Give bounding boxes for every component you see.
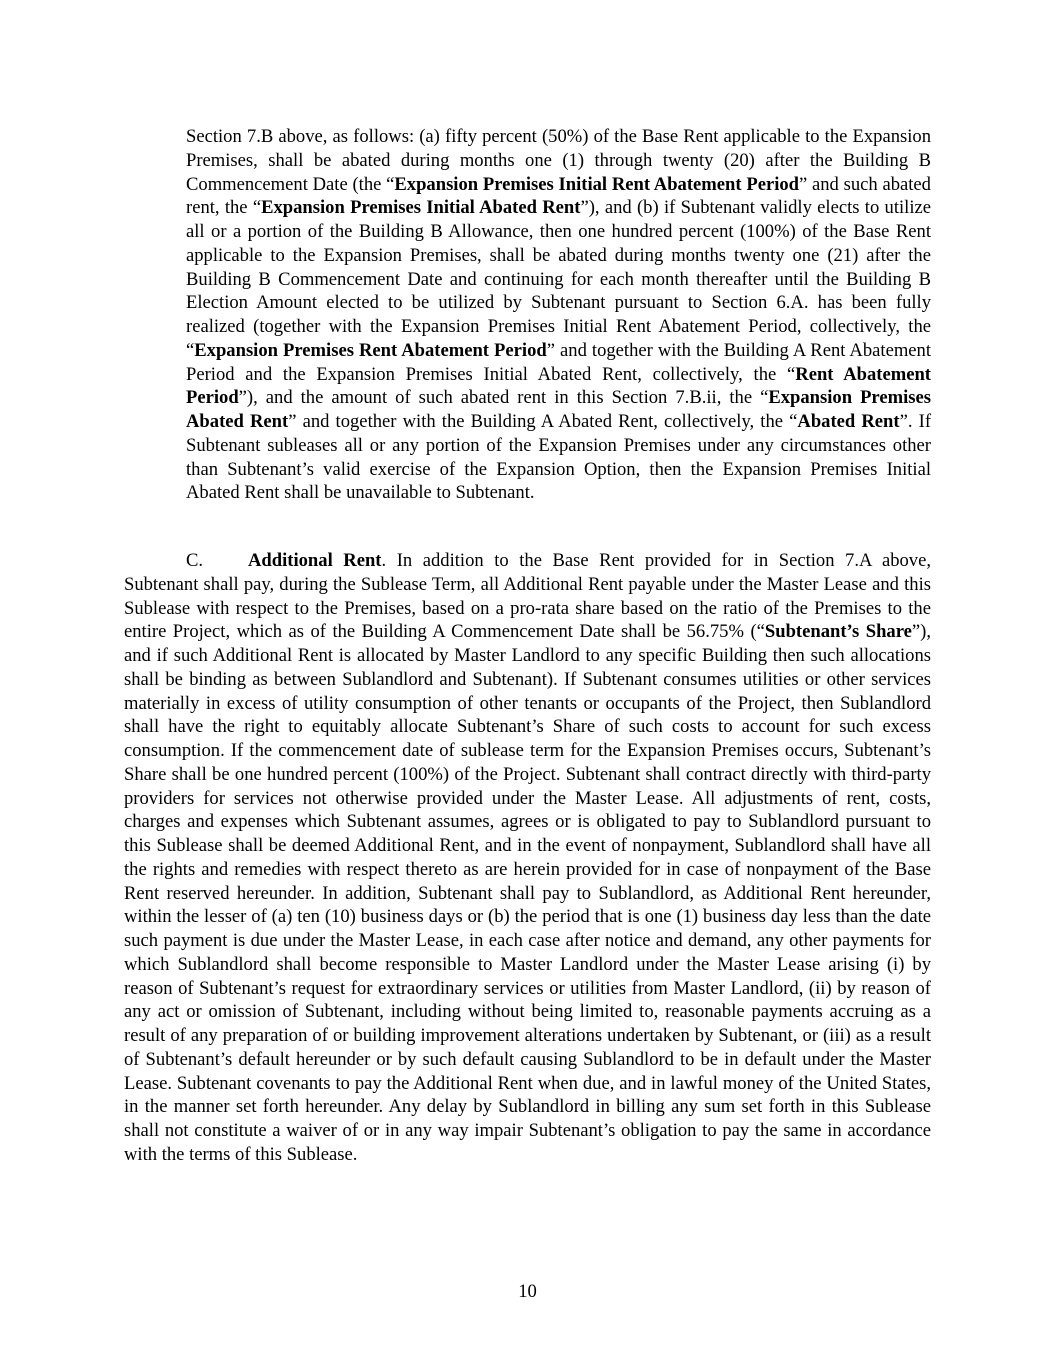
text-run: ”), and if such Additional Rent is allocated by Master Landlord to any specific Building then such allocations shall be binding as between Sublandlord and Subtenant). If Subtenant consumes utilities or other services materially in excess of utility consumption of other tenants or occupants of the Project, then Sublandlord shall have the right to equitably allocate Subtenant’s Share of such costs to account for such excess consumption. If the commencement date of sublease term for the Expansion Premises occurs, Subtenant’s Share shall be one hundred percent (100%) of the Project. Subtenant shall contract directly with third-party providers for services not otherwise provided under the Master Lease. All adjustments of rent, costs, charges and expenses which Subtenant assumes, agrees or is obligated to pay to Sublandlord pursuant to this Sublease shall be deemed Additional Rent, and in the event of nonpayment, Sublandlord shall have all the rights and remedies with respect thereto as are herein provided for in case of nonpayment of the Base Rent reserved hereunder. In addition, Subtenant shall pay to Sublandlord, as Additional Rent hereunder, within the lesser of (a) ten (10) business days or (b) the period that is one (1) business day less than the date such payment is due under the Master Lease, in each case after notice and demand, any other payments for which Sublandlord shall become responsible to Master Landlord under the Master Lease arising (i) by reason of Subtenant’s request for extraordinary services or utilities from Master Landlord, (ii) by reason of any act or omission of Subtenant, including without being limited to, reasonable payments accruing as a result of any preparation of or building improvement alterations undertaken by Subtenant, or (iii) as a result of Subtenant’s default hereunder or by such default causing Sublandlord to be in default under the Master Lease. Subtenant covenants to pay the Additional Rent when due, and in lawful money of the United States, in the manner set forth hereunder. Any delay by Sublandlord in billing any sum set forth in this Sublease shall not constitute a waiver of or in any way impair Subtenant’s obligation to pay the same in accordance with the terms of this Sublease. xyxy=(124,621,931,1165)
text-run: Section 7.B above, as follows: (a) fifty percent (50%) of the Base Rent applicable to the Expansion Premises, shall be abated during months one (1) through twenty (20) after the Building B Commencement Date (the “ xyxy=(186,126,931,195)
text-run: ” and together with the Building A Abated Rent, collectively, the “ xyxy=(288,411,798,432)
defined-term: Rent Abatement Period xyxy=(186,363,931,409)
defined-term: Expansion Premises Initial Rent Abatement Period xyxy=(394,173,799,195)
section-heading: Additional Rent xyxy=(248,550,382,571)
text-run: ” and such abated rent, the “ xyxy=(186,173,931,219)
page-number: 10 xyxy=(518,1281,537,1302)
section-c-additional-rent-paragraph xyxy=(124,549,931,1167)
defined-term: Subtenant’s Share xyxy=(764,621,912,643)
defined-term: Expansion Premises Abated Rent xyxy=(186,387,931,432)
defined-term: Expansion Premises Rent Abatement Period xyxy=(194,339,547,361)
section-number: C. xyxy=(186,550,204,571)
defined-term: Abated Rent xyxy=(797,411,900,432)
defined-term: Expansion Premises Initial Abated Rent xyxy=(261,197,581,219)
text-run: ”), and the amount of such abated rent in this Section 7.B.ii, the “ xyxy=(238,387,769,409)
section-7b-continued-paragraph xyxy=(186,125,931,505)
text-run: ” and together with the Building A Rent Abatement Period and the Expansion Premises Initial Abated Rent, collectively, the “ xyxy=(186,339,932,385)
text-run: ”. If Subtenant subleases all or any portion of the Expansion Premises under any circumstances other than Subtenant’s valid exercise of the Expansion Option, then the Expansion Premises Initial Abated Rent shall be unavailable to Subtenant. xyxy=(186,411,932,504)
text-run: . In addition to the Base Rent provided for in Section 7.A above, Subtenant shall pay, during the Sublease Term, all Additional Rent payable under the Master Lease and this Sublease with respect to the Premises, based on a pro-rata share based on the ratio of the Premises to the entire Project, which as of the Building A Commencement Date shall be 56.75% (“ xyxy=(124,550,931,643)
text-run: ”), and (b) if Subtenant validly elects to utilize all or a portion of the Building B Allowance, then one hundred percent (100%) of the Base Rent applicable to the Expansion Premises, shall be abated during months twenty one (21) after the Building B Commencement Date and continuing for each month thereafter until the Building B Election Amount elected to be utilized by Subtenant pursuant to Section 6.A. has been fully realized (together with the Expansion Premises Initial Rent Abatement Period, collectively, the “ xyxy=(186,197,931,361)
